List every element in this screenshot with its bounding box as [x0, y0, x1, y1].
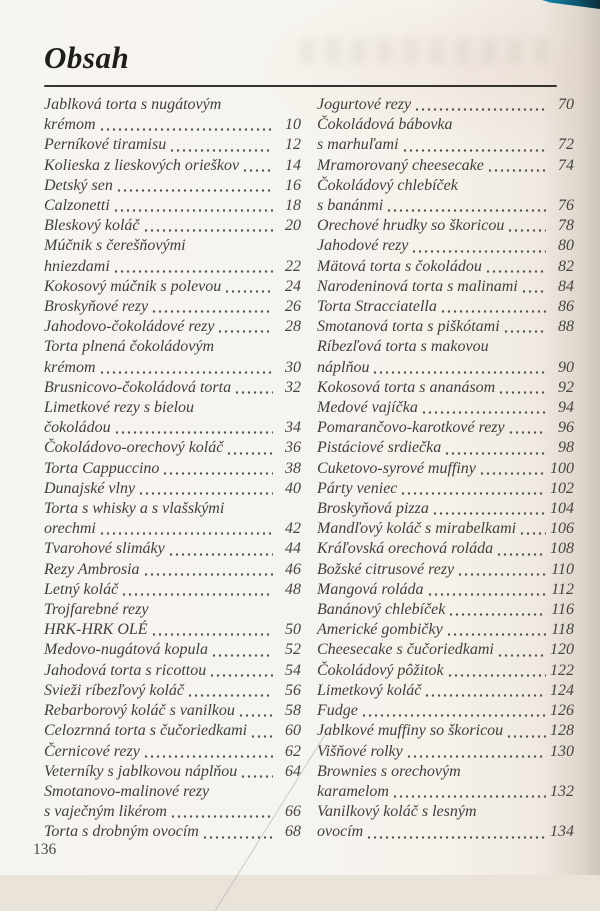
toc-entry-text: Brusnicovo-čokoládová torta: [44, 378, 232, 396]
dot-leader: [496, 539, 546, 559]
toc-page-number: 54: [285, 661, 301, 679]
dot-leader: [143, 216, 274, 236]
toc-entry: [44, 378, 301, 398]
toc-page-number: 72: [558, 136, 574, 154]
toc-entry-text: karamelom: [317, 782, 389, 800]
toc-page-number: 16: [285, 176, 301, 194]
toc-page-number: 110: [551, 560, 574, 578]
toc-entry: [44, 95, 301, 135]
toc-entry: [44, 539, 301, 559]
toc-entry-text: Brownies s orechovým: [317, 762, 461, 780]
toc-entry: [44, 216, 301, 236]
dot-leader: [485, 257, 546, 277]
toc-entry-text: Kokosová torta s ananásom: [317, 378, 496, 396]
toc-entry: [317, 418, 574, 438]
dot-leader: [446, 620, 546, 640]
toc-entry: [317, 640, 574, 660]
toc-entry: [317, 762, 574, 802]
toc-entry: [317, 661, 574, 681]
toc-entry-text: Pistáciové srdiečka: [317, 439, 442, 457]
toc-page-number: 12: [285, 136, 301, 154]
toc-page-number: 56: [285, 681, 301, 699]
toc-page-number: 100: [550, 459, 574, 477]
toc-entry-text: Banánový chlebíček: [317, 601, 446, 619]
toc-page-number: 106: [550, 520, 574, 538]
toc-entry-text: Broskyňová pizza: [317, 500, 429, 518]
toc-entry-text: Limetkový koláč: [317, 681, 422, 699]
toc-entry: [317, 257, 574, 277]
toc-page-number: 128: [550, 722, 574, 740]
toc-page-number: 22: [285, 257, 301, 275]
toc-entry-text: Pomarančovo-karotkové rezy: [317, 419, 505, 437]
toc-entry: [44, 721, 301, 741]
toc-entry-text: Kráľovská orechová roláda: [317, 540, 494, 558]
dot-leader: [361, 701, 546, 721]
toc-entry-text: Černicové rezy: [44, 742, 140, 760]
dot-leader: [170, 802, 273, 822]
dot-leader: [138, 479, 273, 499]
toc-entry: [317, 620, 574, 640]
toc-page-number: 126: [550, 702, 574, 720]
toc-entry: [317, 499, 574, 519]
page-title: Obsah: [44, 40, 130, 75]
toc-entry: [44, 701, 301, 721]
toc-page-number: 124: [550, 681, 574, 699]
toc-entry: [44, 135, 301, 155]
dot-leader: [400, 479, 546, 499]
toc-entry: [317, 560, 574, 580]
dot-leader: [414, 95, 546, 115]
toc-entry: [317, 95, 574, 115]
dot-leader: [99, 115, 273, 135]
dot-leader: [113, 257, 273, 277]
toc-entry-text: Čokoládový chlebíček: [317, 176, 458, 194]
toc-entry-text: Americké gombičky: [317, 621, 443, 639]
dot-leader: [143, 742, 273, 762]
toc-entry: [44, 499, 301, 539]
toc-entry: [44, 479, 301, 499]
toc-page-number: 94: [558, 399, 574, 417]
dot-leader: [508, 418, 546, 438]
toc-page-number: 52: [285, 641, 301, 659]
toc-page-number: 96: [558, 419, 574, 437]
dot-leader: [217, 317, 273, 337]
toc-entry: [44, 317, 301, 337]
dot-leader: [457, 560, 546, 580]
toc-entry: [44, 762, 301, 782]
dot-leader: [238, 701, 273, 721]
toc-page-number: 122: [550, 661, 574, 679]
toc-entry: [317, 681, 574, 701]
toc-entry: [317, 459, 574, 479]
toc-entry: [317, 438, 574, 458]
dot-leader: [143, 560, 273, 580]
toc-entry-text: Párty veniec: [317, 479, 398, 497]
toc-entry: [317, 539, 574, 559]
toc-entry: [44, 560, 301, 580]
toc-entry-text: Mangová roláda: [317, 580, 424, 598]
toc-page-number: 112: [551, 580, 574, 598]
toc-page-number: 68: [285, 823, 301, 841]
toc-page-number: 40: [285, 479, 301, 497]
toc-page-number: 24: [285, 277, 301, 295]
toc-entry-text: Rebarborový koláč s vanilkou: [44, 702, 235, 720]
toc-page-number: 50: [285, 621, 301, 639]
toc-entry-text: Čokoládový pôžitok: [317, 661, 444, 679]
toc-entry: [317, 721, 574, 741]
toc-entry-text: Kokosový múčnik s polevou: [44, 277, 222, 295]
toc-entry-text: Letný koláč: [44, 580, 119, 598]
dot-leader: [187, 681, 273, 701]
toc-page-number: 14: [285, 156, 301, 174]
toc-entry-text: Svieži ríbezľový koláč: [44, 681, 184, 699]
dot-leader: [506, 721, 546, 741]
toc-entry-text: Jogurtové rezy: [317, 96, 412, 113]
toc-page-number: 10: [285, 116, 301, 134]
dot-leader: [392, 782, 546, 802]
toc-page-number: 46: [285, 560, 301, 578]
toc-entry-text: Smotanovo-malinové rezy: [44, 782, 210, 800]
toc-entry: [317, 479, 574, 499]
toc-entry-text: krémom: [44, 358, 96, 376]
dot-leader: [521, 277, 546, 297]
dot-leader: [366, 822, 546, 842]
toc-entry-text: s marhuľami: [317, 136, 399, 154]
toc-entry-text: Mramorovaný cheesecake: [317, 156, 484, 174]
dot-leader: [498, 378, 546, 398]
dot-leader: [424, 681, 546, 701]
toc-entry-text: čokoládou: [44, 419, 111, 437]
toc-entry: [44, 661, 301, 681]
toc-entry-text: hniezdami: [44, 257, 110, 275]
toc-page-number: 38: [285, 459, 301, 477]
dot-leader: [169, 135, 273, 155]
toc-page-number: 80: [558, 237, 574, 255]
dot-leader: [226, 438, 273, 458]
toc-entry-text: krémom: [44, 116, 96, 134]
toc-entry-text: Celozrnná torta s čučoriedkami: [44, 722, 248, 740]
toc-page-number: 132: [550, 782, 574, 800]
toc-entry-text: Torta s whisky a s vlašskými: [44, 500, 225, 518]
toc-entry-text: Božské citrusové rezy: [317, 560, 455, 578]
toc-entry: [317, 580, 574, 600]
toc-entry: [317, 176, 574, 216]
dot-leader: [421, 398, 546, 418]
toc-entry-text: Jahodová torta s ricottou: [44, 661, 207, 679]
toc-entry: [44, 438, 301, 458]
toc-page-number: 84: [558, 277, 574, 295]
toc-entry-text: orechmi: [44, 520, 96, 538]
toc-entry: [317, 600, 574, 620]
toc-entry-text: s vaječným likérom: [44, 803, 167, 821]
toc-entry-text: Čokoládovo-orechový koláč: [44, 439, 224, 457]
dot-leader: [116, 176, 273, 196]
toc-page-number: 60: [285, 722, 301, 740]
toc-page-number: 134: [550, 823, 574, 841]
toc-page-number: 78: [558, 217, 574, 235]
dot-leader: [406, 742, 546, 762]
dot-leader: [99, 358, 273, 378]
toc-entry-text: Jahodové rezy: [317, 237, 409, 255]
toc-page-number: 70: [558, 96, 574, 113]
toc-entry-text: Detský sen: [44, 176, 113, 194]
toc-entry-text: Jablkové muffiny so škoricou: [317, 722, 504, 740]
toc-entry: [44, 640, 301, 660]
dot-leader: [432, 499, 546, 519]
toc-entry: [44, 459, 301, 479]
toc-page-number: 64: [285, 762, 301, 780]
toc-entry-text: Medové vajíčka: [317, 399, 418, 417]
toc-entry: [44, 782, 301, 822]
dot-leader: [121, 580, 273, 600]
dot-leader: [151, 620, 273, 640]
toc-entry: [44, 600, 301, 640]
toc-page-number: 102: [550, 479, 574, 497]
dot-leader: [448, 600, 546, 620]
toc-entry: [317, 701, 574, 721]
dot-leader: [411, 236, 546, 256]
toc-entry-text: Torta s drobným ovocím: [44, 823, 199, 841]
dot-leader: [479, 459, 546, 479]
toc-page-number: 44: [285, 540, 301, 558]
toc-entry: [317, 317, 574, 337]
toc-entry: [317, 156, 574, 176]
toc-entry-text: Limetkové rezy s bielou: [44, 399, 195, 417]
toc-page-number: 28: [285, 318, 301, 336]
toc-entry-text: Cheesecake s čučoriedkami: [317, 641, 494, 659]
toc-entry: [317, 277, 574, 297]
dot-leader: [234, 378, 273, 398]
toc-entry: [317, 802, 574, 842]
toc-entry: [317, 297, 574, 317]
toc-entry-text: Mandľový koláč s mirabelkami: [317, 520, 517, 538]
toc-entry: [44, 580, 301, 600]
toc-page-number: 18: [285, 197, 301, 215]
toc-entry: [44, 742, 301, 762]
toc-page-number: 108: [550, 540, 574, 558]
toc-page-number: 30: [285, 358, 301, 376]
dot-leader: [386, 196, 546, 216]
toc-entry-text: Cuketovo-syrové muffiny: [317, 459, 476, 477]
toc-entry: [317, 236, 574, 256]
toc-page-number: 116: [551, 601, 574, 619]
table-of-contents: [0, 87, 600, 843]
toc-entry-text: Bleskový koláč: [44, 217, 140, 235]
toc-page-number: 120: [550, 641, 574, 659]
dot-leader: [372, 358, 546, 378]
dot-leader: [242, 156, 273, 176]
toc-entry: [317, 216, 574, 236]
toc-entry: [44, 398, 301, 438]
dot-leader: [497, 640, 546, 660]
dot-leader: [168, 539, 273, 559]
dot-leader: [519, 519, 546, 539]
toc-page-number: 36: [285, 439, 301, 457]
toc-entry-text: Vanilkový koláč s lesným: [317, 803, 477, 821]
dot-leader: [113, 196, 273, 216]
dot-leader: [444, 438, 546, 458]
toc-page-number: 90: [558, 358, 574, 376]
toc-page-number: 92: [558, 378, 574, 396]
toc-page-number: 20: [285, 217, 301, 235]
toc-entry: [44, 297, 301, 317]
toc-column-right: [317, 95, 574, 843]
toc-entry-text: HRK-HRK OLÉ: [44, 621, 148, 639]
dot-leader: [427, 580, 546, 600]
toc-entry-text: Broskyňové rezy: [44, 298, 149, 316]
toc-entry-text: Perníkové tiramisu: [44, 136, 167, 154]
toc-entry: [317, 742, 574, 762]
toc-column-left: [44, 95, 301, 843]
toc-entry-text: Torta Stracciatella: [317, 298, 437, 316]
toc-entry: [317, 337, 574, 377]
toc-entry-text: Mätová torta s čokoládou: [317, 257, 482, 275]
toc-entry: [44, 681, 301, 701]
toc-entry: [317, 519, 574, 539]
dot-leader: [162, 459, 273, 479]
toc-entry-text: Kolieska z lieskových orieškov: [44, 156, 240, 174]
dot-leader: [114, 418, 273, 438]
page-footer: [33, 841, 56, 859]
toc-entry-text: Torta plnená čokoládovým: [44, 338, 215, 356]
toc-page-number: 118: [551, 621, 574, 639]
toc-entry-text: náplňou: [317, 358, 370, 376]
toc-page-number: 98: [558, 439, 574, 457]
toc-page-number: 58: [285, 702, 301, 720]
toc-page-number: 48: [285, 580, 301, 598]
toc-page-number: 88: [558, 318, 574, 336]
toc-entry-text: Orechové hrudky so škoricou: [317, 217, 505, 235]
toc-entry-text: Jahodovo-čokoládové rezy: [44, 318, 215, 336]
toc-page-number: 42: [285, 520, 301, 538]
toc-entry-text: Tvarohové slimáky: [44, 540, 165, 558]
dot-leader: [240, 762, 273, 782]
dot-leader: [487, 156, 546, 176]
toc-entry-text: Ríbezľová torta s makovou: [317, 338, 489, 356]
dot-leader: [224, 277, 273, 297]
toc-entry-text: Višňové rolky: [317, 742, 403, 760]
dot-leader: [211, 640, 273, 660]
toc-page-number: 62: [285, 742, 301, 760]
toc-entry-text: ovocím: [317, 823, 364, 841]
toc-entry-text: Čokoládová bábovka: [317, 116, 453, 134]
toc-entry: [317, 378, 574, 398]
dot-leader: [151, 297, 273, 317]
toc-entry-text: Medovo-nugátová kopula: [44, 641, 208, 659]
toc-entry-text: Jablková torta s nugátovým: [44, 96, 222, 113]
toc-page-number: 34: [285, 419, 301, 437]
toc-entry-text: Calzonetti: [44, 197, 110, 215]
toc-page-number: 82: [558, 257, 574, 275]
toc-entry-text: Narodeninová torta s malinami: [317, 277, 518, 295]
toc-entry-text: s banánmi: [317, 197, 384, 215]
toc-entry: [317, 398, 574, 418]
toc-entry-text: Fudge: [317, 702, 358, 720]
toc-page-number: 130: [550, 742, 574, 760]
dot-leader: [250, 721, 273, 741]
toc-entry: [44, 176, 301, 196]
toc-page-number: 32: [285, 378, 301, 396]
toc-entry-text: Torta Cappuccino: [44, 459, 160, 477]
dot-leader: [447, 661, 546, 681]
toc-entry-text: Múčnik s čerešňovými: [44, 237, 186, 255]
dot-leader: [99, 519, 273, 539]
toc-entry-text: Veterníky s jablkovou náplňou: [44, 762, 238, 780]
toc-page-number: 66: [285, 803, 301, 821]
dot-leader: [440, 297, 546, 317]
toc-page-number: 104: [550, 500, 574, 518]
toc-entry: [44, 236, 301, 276]
toc-page-number: 26: [285, 298, 301, 316]
toc-entry: [44, 337, 301, 377]
toc-page-number: 76: [558, 197, 574, 215]
toc-entry: [44, 196, 301, 216]
toc-entry-text: Smotanová torta s piškótami: [317, 318, 500, 336]
toc-entry-text: Trojfarebné rezy: [44, 601, 149, 619]
dot-leader: [209, 661, 273, 681]
toc-page-number: 86: [558, 298, 574, 316]
toc-entry-text: Dunajské vlny: [44, 479, 136, 497]
toc-entry-text: Rezy Ambrosia: [44, 560, 140, 578]
toc-entry: [44, 277, 301, 297]
dot-leader: [503, 317, 546, 337]
toc-entry: [317, 115, 574, 155]
toc-entry: [44, 156, 301, 176]
ink-bleed-smudge: [300, 38, 550, 64]
dot-leader: [402, 135, 546, 155]
folio-page-number: 136: [33, 841, 57, 858]
toc-page-number: 74: [558, 156, 574, 174]
dot-leader: [507, 216, 546, 236]
